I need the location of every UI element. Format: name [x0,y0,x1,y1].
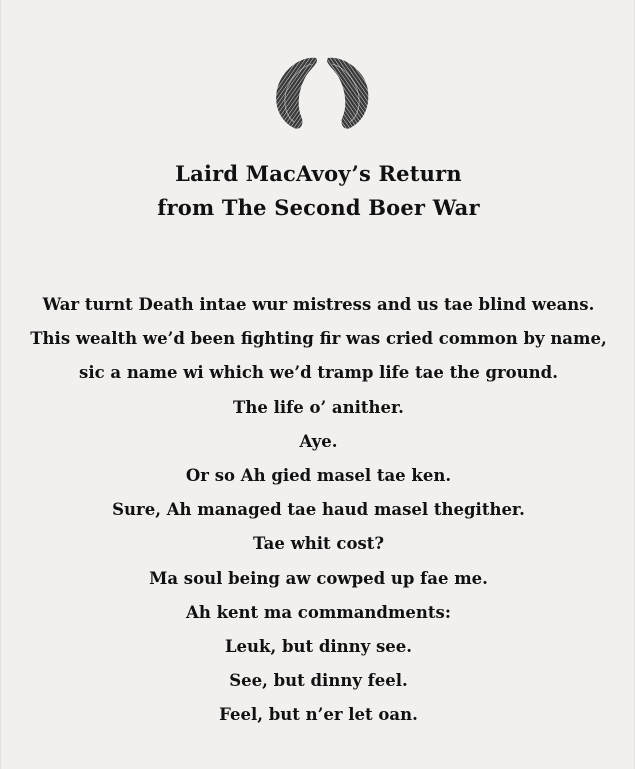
poem-line: The life o’ anither. [233,397,404,417]
poem-line: Leuk, but dinny see. [224,636,413,656]
poem-line: Ma soul being aw cowped up fae me. [149,568,488,588]
poem-line: sic a name wi which we’d tramp life tae the ground. [79,363,558,383]
fingerprint-pair-icon [272,54,372,132]
poem-body [1,288,635,732]
poem-line: Or so Ah gied masel tae ken. [185,465,452,485]
poem-line: See, but dinny feel. [229,671,408,691]
poem-line: Tae whit cost? [252,534,385,554]
poem-line: This wealth we’d been fighting fir was cried common by name, [30,329,607,349]
page-title-line-2: from The Second Boer War [157,195,480,220]
poem-line: Sure, Ah managed tae haud masel thegither. [112,500,525,520]
page-title-line-1: Laird MacAvoy’s Return [175,161,462,186]
poem-line: Feel, but n’er let oan. [219,705,418,725]
poem-line: Aye. [299,431,338,451]
poem-line: Ah kent ma commandments: [186,602,451,622]
poem-line: War turnt Death intae wur mistress and us tae blind weans. [42,295,595,314]
